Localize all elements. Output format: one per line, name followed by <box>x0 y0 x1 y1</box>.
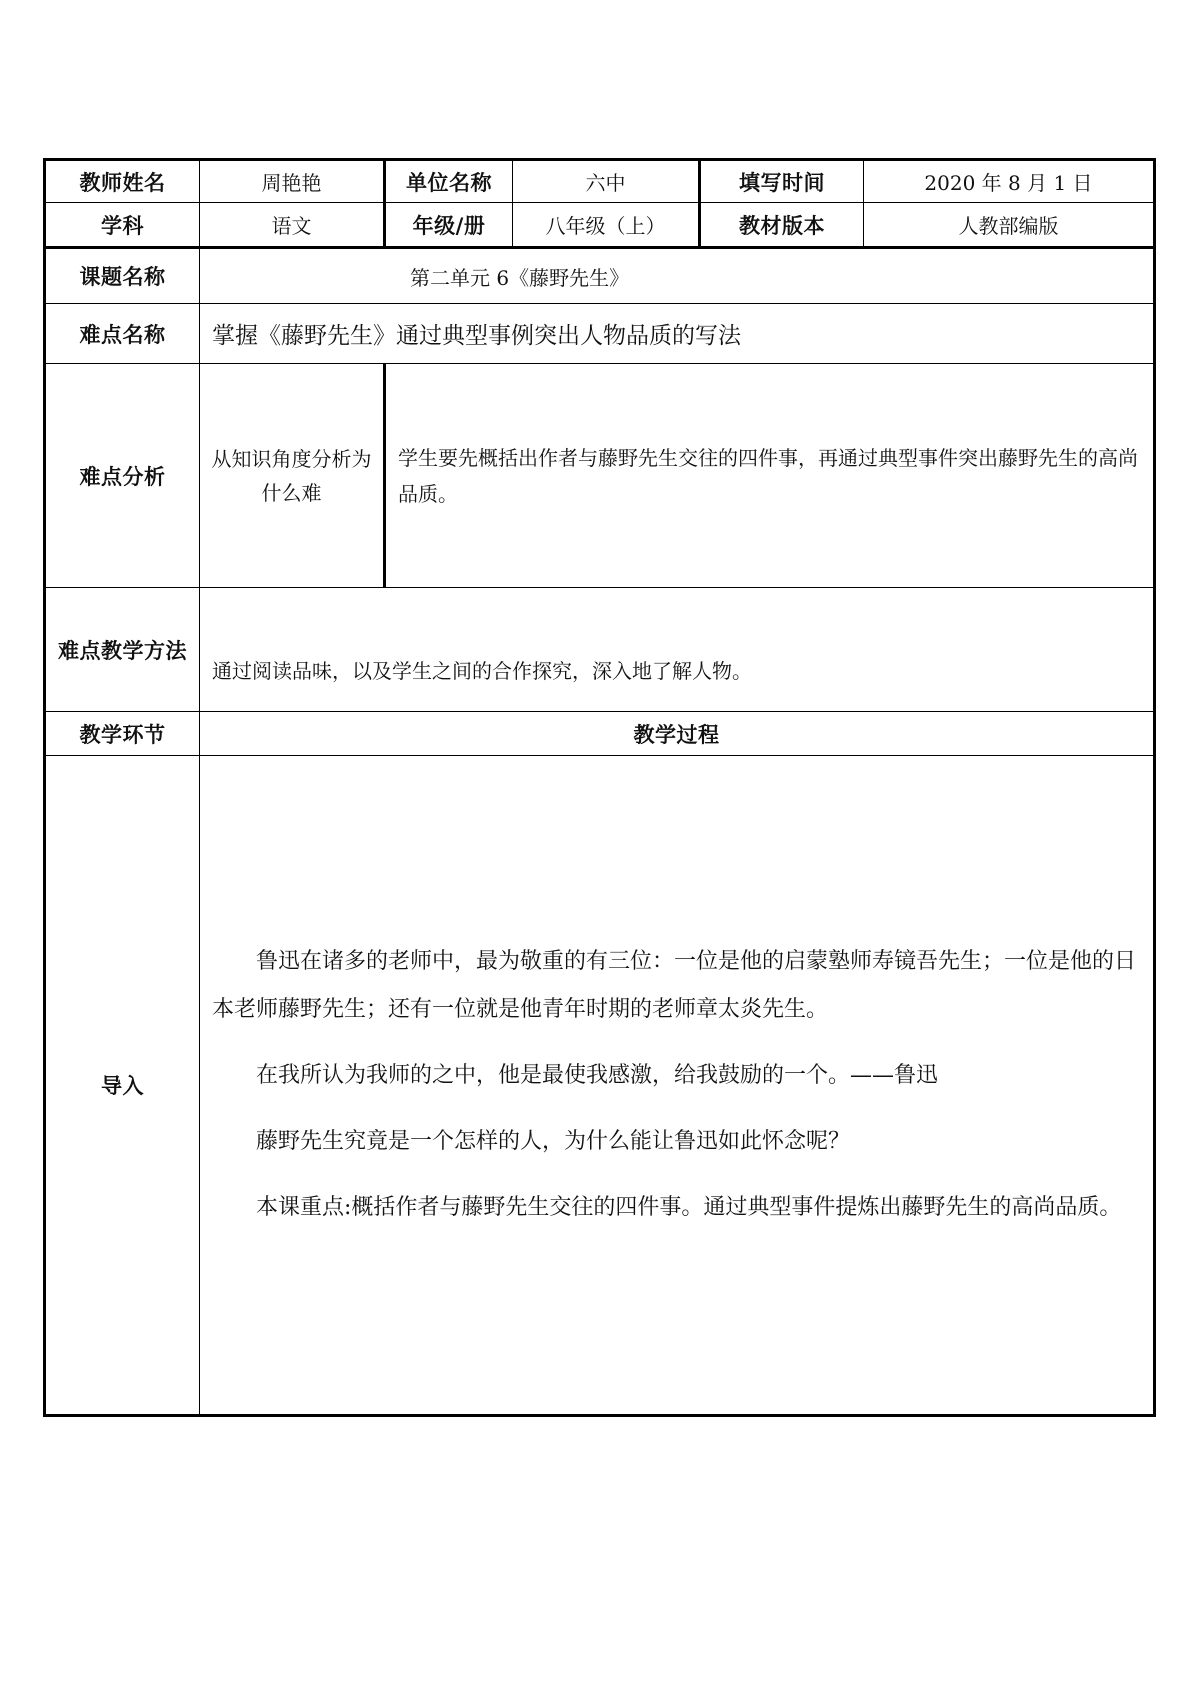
process-paragraph: 在我所认为我师的之中，他是最使我感激，给我鼓励的一个。——鲁迅 <box>256 1063 939 1088</box>
process-row <box>45 756 1155 1416</box>
lesson-plan-table <box>43 158 1156 1417</box>
process-paragraph: 本课重点:概括作者与藤野先生交往的四件事。通过典型事件提炼出藤野先生的高尚品质。 <box>256 1195 1122 1220</box>
process-content <box>200 756 1155 1416</box>
teacher-name-label: 教师姓名 <box>45 160 200 203</box>
fill-time-value: 2020 年 8 月 1 日 <box>864 160 1155 203</box>
analysis-text: 学生要先概括出作者与藤野先生交往的四件事，再通过典型事件突出藤野先生的高尚品质。 <box>385 364 1155 588</box>
header-row-2 <box>45 203 1155 248</box>
analysis-angle: 从知识角度分析为什么难 <box>200 364 385 588</box>
analysis-label: 难点分析 <box>45 364 200 588</box>
edition-value: 人教部编版 <box>864 203 1155 248</box>
unit-value: 六中 <box>513 160 700 203</box>
grade-value: 八年级（上） <box>513 203 700 248</box>
difficulty-row <box>45 304 1155 364</box>
difficulty-label: 难点名称 <box>45 304 200 364</box>
subject-value: 语文 <box>200 203 385 248</box>
method-row <box>45 588 1155 712</box>
process-header: 教学过程 <box>200 712 1155 756</box>
subject-label: 学科 <box>45 203 200 248</box>
stage-header: 教学环节 <box>45 712 200 756</box>
method-label: 难点教学方法 <box>45 588 200 712</box>
fill-time-label: 填写时间 <box>700 160 864 203</box>
stage-name: 导入 <box>45 756 200 1416</box>
process-header-row <box>45 712 1155 756</box>
method-text: 通过阅读品味，以及学生之间的合作探究，深入地了解人物。 <box>200 588 1155 712</box>
teacher-name-value: 周艳艳 <box>200 160 385 203</box>
process-paragraph: 藤野先生究竟是一个怎样的人，为什么能让鲁迅如此怀念呢？ <box>256 1129 851 1154</box>
process-paragraph: 鲁迅在诸多的老师中，最为敬重的有三位：一位是他的启蒙塾师寿镜吾先生；一位是他的日本老师藤野先生；还有一位就是他青年时期的老师章太炎先生。 <box>212 949 1137 1022</box>
unit-label: 单位名称 <box>385 160 513 203</box>
lesson-title-value: 第二单元 6《藤野先生》 <box>200 248 1155 304</box>
title-row <box>45 248 1155 304</box>
edition-label: 教材版本 <box>700 203 864 248</box>
analysis-row <box>45 364 1155 588</box>
header-row-1 <box>45 160 1155 203</box>
lesson-title-label: 课题名称 <box>45 248 200 304</box>
lesson-plan-sheet <box>43 158 1153 1417</box>
difficulty-value: 掌握《藤野先生》通过典型事例突出人物品质的写法 <box>200 304 1155 364</box>
grade-label: 年级/册 <box>385 203 513 248</box>
